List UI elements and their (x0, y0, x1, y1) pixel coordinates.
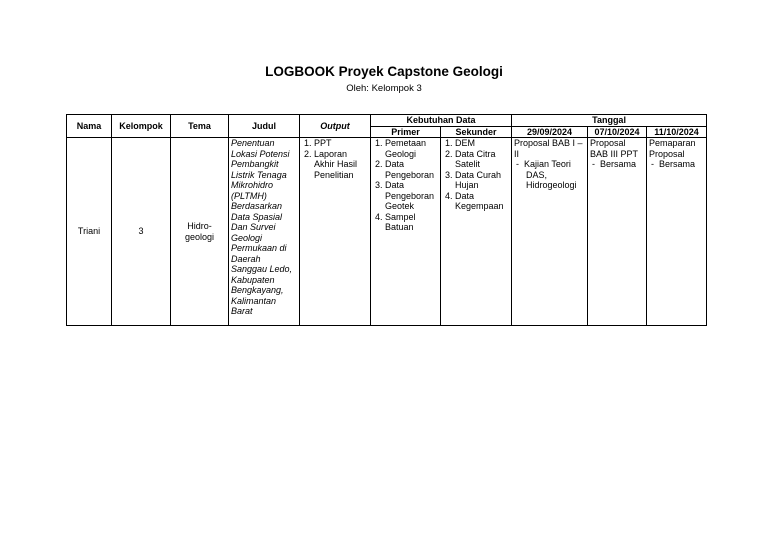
primer-item: 2. Data Pengeboran (385, 159, 438, 180)
header-judul: Judul (229, 115, 300, 138)
header-tema: Tema (171, 115, 229, 138)
sekunder-item: 3. Data Curah Hujan (455, 170, 509, 191)
sekunder-item: 1. DEM (455, 138, 509, 149)
header-date-1: 29/09/2024 (512, 126, 588, 138)
cell-sekunder (441, 138, 512, 326)
cell-tema: Hidro- geologi (171, 138, 229, 326)
header-kebutuhan-data: Kebutuhan Data (371, 115, 512, 127)
page-subtitle: Oleh: Kelompok 3 (346, 83, 422, 94)
page-title: LOGBOOK Proyek Capstone Geologi (265, 64, 503, 79)
tanggal-heading: Proposal BAB I – II (514, 138, 583, 159)
output-item: 2. Laporan Akhir Hasil Penelitian (314, 149, 368, 181)
output-item: 1. PPT (314, 138, 368, 149)
tanggal-heading: Pemaparan Proposal (649, 138, 696, 159)
cell-output (300, 138, 371, 326)
cell-judul: Penentuan Lokasi Potensi Pembangkit Listrik Tenaga Mikrohidro (PLTMH) Berdasarkan Data Spasial Dan Survei Geologi Permukaan di Daerah Sanggau Ledo, Kabupaten Bengkayang, Kalimantan Barat (229, 138, 300, 326)
cell-tanggal-1 (512, 138, 588, 326)
header-output: Output (300, 115, 371, 138)
cell-nama: Triani (67, 138, 112, 326)
primer-item: 1. Pemetaan Geologi (385, 138, 438, 159)
primer-item: 4. Sampel Batuan (385, 212, 438, 233)
tanggal-heading: Proposal BAB III PPT (590, 138, 639, 159)
header-date-3: 11/10/2024 (647, 126, 707, 138)
header-primer: Primer (371, 126, 441, 138)
tanggal-item: - Bersama (651, 159, 696, 169)
header-sekunder: Sekunder (441, 126, 512, 138)
logbook-table (66, 114, 707, 326)
sekunder-item: 4. Data Kegempaan (455, 191, 509, 212)
cell-kelompok: 3 (112, 138, 171, 326)
cell-tanggal-3 (647, 138, 707, 326)
header-nama: Nama (67, 115, 112, 138)
header-tanggal: Tanggal (512, 115, 707, 127)
header-date-2: 07/10/2024 (588, 126, 647, 138)
sekunder-item: 2. Data Citra Satelit (455, 149, 509, 170)
table-row (67, 138, 707, 326)
header-kelompok: Kelompok (112, 115, 171, 138)
tanggal-item: - Kajian Teori DAS, Hidrogeologi (516, 159, 577, 190)
cell-primer (371, 138, 441, 326)
primer-item: 3. Data Pengeboran Geotek (385, 180, 438, 212)
tanggal-item: - Bersama (592, 159, 637, 169)
cell-tanggal-2 (588, 138, 647, 326)
